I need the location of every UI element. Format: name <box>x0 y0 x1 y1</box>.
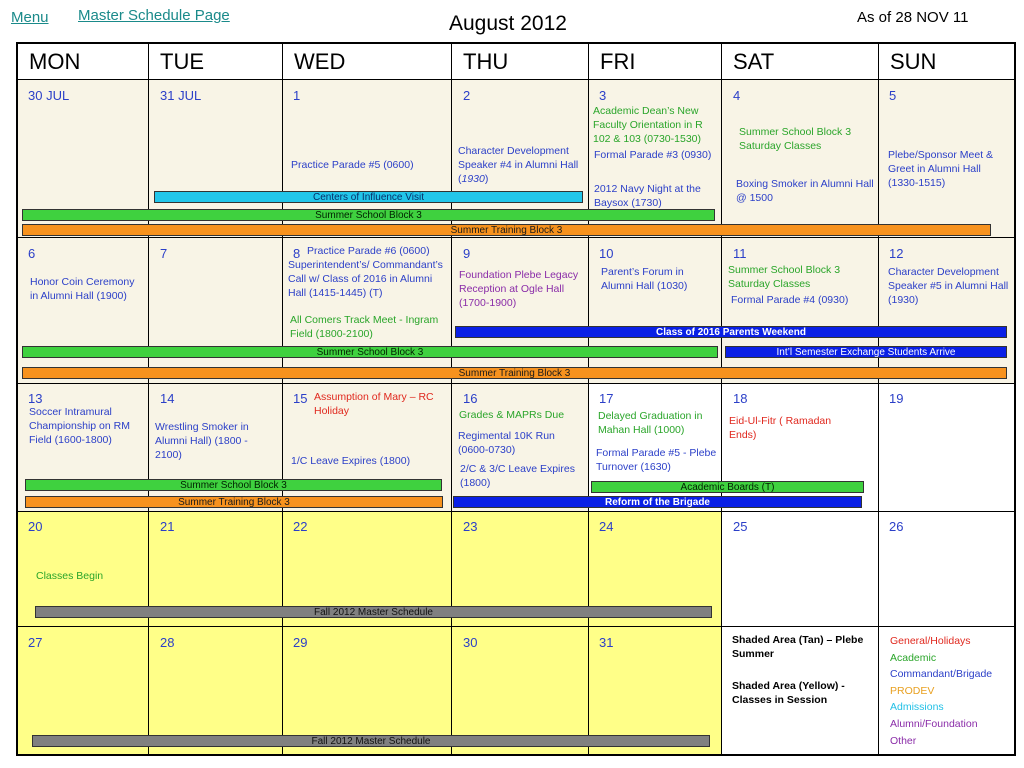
day-number: 25 <box>733 519 748 534</box>
header-sat: SAT <box>722 44 879 80</box>
span-bar-reform-brigade[interactable]: Reform of the Brigade <box>453 496 862 508</box>
legend-admissions: Admissions <box>890 701 944 714</box>
event-time: 1930 <box>461 173 485 185</box>
header-wed: WED <box>283 44 452 80</box>
day-number: 23 <box>463 519 478 534</box>
event[interactable]: 2/C & 3/C Leave Expires (1800) <box>460 463 575 489</box>
event[interactable]: Eid-Ul-Fitr ( Ramadan Ends) <box>729 415 832 441</box>
event[interactable]: Boxing Smoker in Alumni Hall @ 1500 <box>736 178 874 204</box>
event[interactable]: Academic Dean’s New Faculty Orientation in R 102 & 103 (0730-1530) <box>593 105 703 145</box>
day-number: 9 <box>463 246 471 261</box>
event-text: Character Development Speaker #4 in Alumni Hall ( <box>458 145 579 185</box>
span-bar-parents-weekend[interactable]: Class of 2016 Parents Weekend <box>455 326 1007 338</box>
legend-other: Other <box>890 734 917 747</box>
day-number: 26 <box>889 519 904 534</box>
master-schedule-link[interactable]: Master Schedule Page <box>78 7 230 24</box>
day-number: 30 JUL <box>28 88 70 103</box>
event[interactable]: 1/C Leave Expires (1800) <box>291 455 411 467</box>
day-number: 6 <box>28 246 36 261</box>
event[interactable]: Regimental 10K Run (0600-0730) <box>458 430 555 456</box>
day-number: 28 <box>160 635 175 650</box>
day-number: 15 <box>293 391 308 406</box>
day-number: 1 <box>293 88 301 103</box>
page-title: August 2012 <box>449 12 567 35</box>
header-fri: FRI <box>589 44 722 80</box>
span-bar-summer-training[interactable]: Summer Training Block 3 <box>25 496 443 508</box>
day-number: 22 <box>293 519 308 534</box>
header-thu: THU <box>452 44 589 80</box>
span-bar-fall-master[interactable]: Fall 2012 Master Schedule <box>35 606 712 618</box>
event[interactable]: Summer School Block 3 Saturday Classes <box>739 126 852 152</box>
day-cell[interactable] <box>18 238 149 384</box>
legend-general: General/Holidays <box>890 635 971 647</box>
event[interactable]: Plebe/Sponsor Meet & Greet in Alumni Hall (1330-1515) <box>888 149 994 189</box>
event[interactable]: Character Development Speaker #5 in Alumni Hall (1930) <box>888 266 1009 306</box>
day-number: 29 <box>293 635 308 650</box>
event-text: ) <box>484 173 489 185</box>
day-number: 17 <box>599 391 614 406</box>
legend-commandant: Commandant/Brigade <box>890 668 993 681</box>
legend-alumni: Alumni/Foundation <box>890 717 978 730</box>
event[interactable]: Formal Parade #5 - Plebe Turnover (1630) <box>596 447 717 473</box>
legend-prodev: PRODEV <box>890 684 935 697</box>
event[interactable] <box>458 144 584 186</box>
span-bar-centers-of-influence[interactable]: Centers of Influence Visit <box>154 191 583 203</box>
day-number: 3 <box>599 88 607 103</box>
day-number: 16 <box>463 391 478 406</box>
header-tue: TUE <box>149 44 283 80</box>
event[interactable]: Formal Parade #4 (0930) <box>731 294 849 306</box>
menu-link[interactable]: Menu <box>11 9 49 26</box>
legend <box>890 633 1014 749</box>
event[interactable]: Practice Parade #5 (0600) <box>291 159 414 171</box>
event[interactable]: Parent’s Forum in Alumni Hall (1030) <box>601 266 688 292</box>
day-number: 7 <box>160 246 168 261</box>
event[interactable]: All Comers Track Meet - Ingram Field (1800-2100) <box>290 314 439 340</box>
day-number: 10 <box>599 246 614 261</box>
day-number: 13 <box>28 391 43 406</box>
day-number: 11 <box>733 246 747 261</box>
event[interactable]: Wrestling Smoker in Alumni Hall) (1800 - 2100) <box>155 421 249 461</box>
day-number: 8 <box>293 246 301 261</box>
header-mon: MON <box>18 44 149 80</box>
day-number: 4 <box>733 88 741 103</box>
event[interactable]: Foundation Plebe Legacy Reception at Ogle Hall (1700-1900) <box>459 269 579 309</box>
day-number: 31 <box>599 635 614 650</box>
day-number: 5 <box>889 88 897 103</box>
span-bar-summer-training[interactable]: Summer Training Block 3 <box>22 224 991 236</box>
span-bar-summer-school[interactable]: Summer School Block 3 <box>22 209 715 221</box>
event[interactable]: Practice Parade #6 (0600) <box>307 245 430 257</box>
day-number: 14 <box>160 391 175 406</box>
day-cell[interactable] <box>722 80 879 238</box>
event[interactable]: Formal Parade #3 (0930) <box>594 149 712 161</box>
day-number: 24 <box>599 519 614 534</box>
event[interactable]: Assumption of Mary – RC Holiday <box>314 391 434 417</box>
day-cell[interactable] <box>452 238 589 384</box>
span-bar-fall-master[interactable]: Fall 2012 Master Schedule <box>32 735 710 747</box>
event[interactable]: 2012 Navy Night at the Baysox (1730) <box>594 183 701 209</box>
note-tan-shading: Shaded Area (Tan) – Plebe Summer <box>732 634 864 660</box>
span-bar-summer-school[interactable]: Summer School Block 3 <box>22 346 718 358</box>
day-number: 31 JUL <box>160 88 202 103</box>
span-bar-intl-exchange[interactable]: Int’l Semester Exchange Students Arrive <box>725 346 1007 358</box>
note-yellow-shading: Shaded Area (Yellow) - Classes in Session <box>732 680 845 706</box>
event[interactable]: Summer School Block 3 Saturday Classes <box>728 264 841 290</box>
event[interactable]: Grades & MAPRs Due <box>459 409 565 421</box>
day-number: 27 <box>28 635 43 650</box>
day-cell[interactable] <box>149 238 283 384</box>
day-number: 18 <box>733 391 748 406</box>
span-bar-academic-boards[interactable]: Academic Boards (T) <box>591 481 864 493</box>
day-number: 21 <box>160 519 175 534</box>
day-number: 2 <box>463 88 471 103</box>
as-of-date: As of 28 NOV 11 <box>857 9 969 26</box>
header-sun: SUN <box>879 44 1014 80</box>
day-number: 12 <box>889 246 904 261</box>
event[interactable]: Delayed Graduation in Mahan Hall (1000) <box>598 410 703 436</box>
span-bar-summer-school[interactable]: Summer School Block 3 <box>25 479 442 491</box>
day-number: 20 <box>28 519 43 534</box>
day-number: 19 <box>889 391 904 406</box>
event[interactable]: Classes Begin <box>36 570 104 582</box>
event[interactable]: Honor Coin Ceremony in Alumni Hall (1900) <box>30 276 135 302</box>
day-number: 30 <box>463 635 478 650</box>
legend-academic: Academic <box>890 651 937 664</box>
event[interactable]: Soccer Intramural Championship on RM Field (1600-1800) <box>29 406 130 446</box>
event[interactable]: Superintendent’s/ Commandant’s Call w/ Class of 2016 in Alumni Hall (1415-1445) (T) <box>288 259 443 299</box>
span-bar-summer-training[interactable]: Summer Training Block 3 <box>22 367 1007 379</box>
